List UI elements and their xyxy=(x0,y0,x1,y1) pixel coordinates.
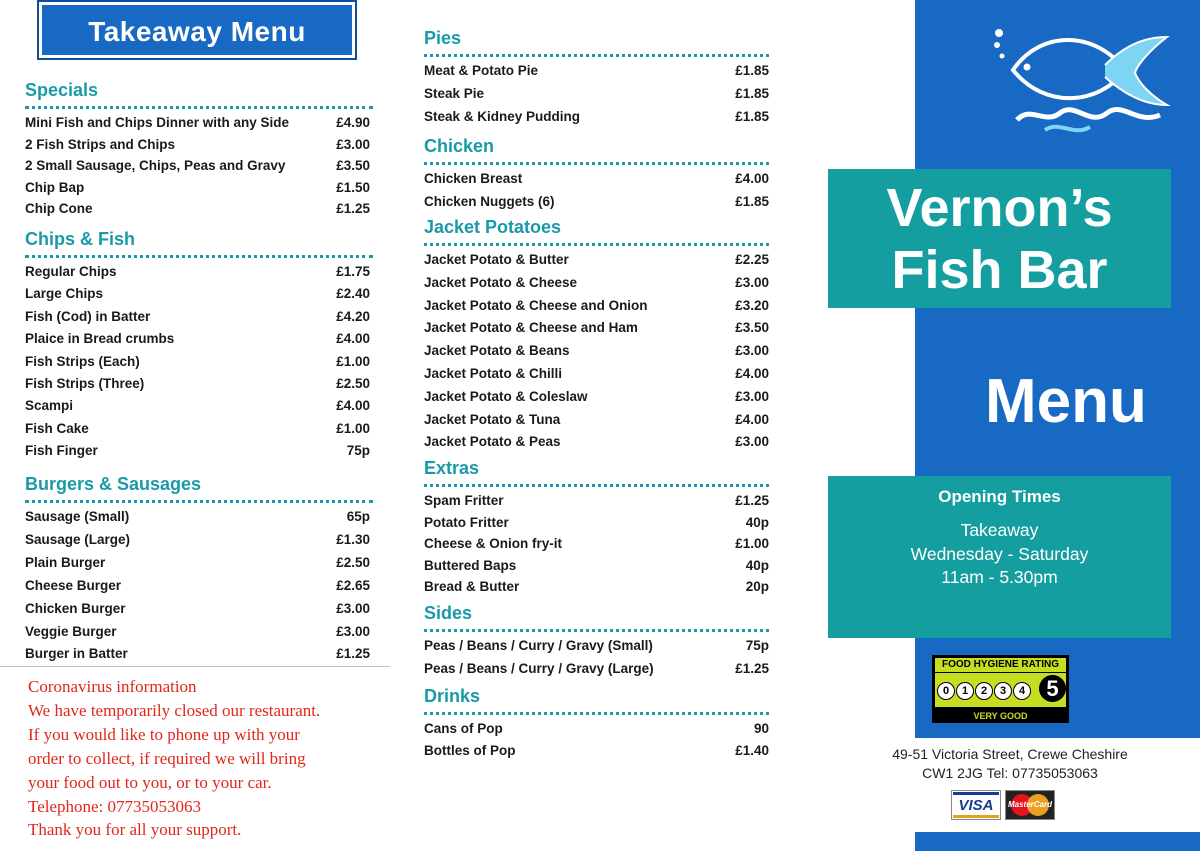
hygiene-score-1: 1 xyxy=(956,682,974,700)
section-heading: Sides xyxy=(424,603,473,623)
menu-item-name: Sausage (Large) xyxy=(25,531,131,547)
menu-item-name: Veggie Burger xyxy=(25,623,117,639)
section-divider xyxy=(25,500,373,503)
menu-item-price: £3.00 xyxy=(735,434,769,450)
menu-item-price: £2.50 xyxy=(336,554,370,570)
menu-item-name: Cheese & Onion fry-it xyxy=(424,536,563,551)
menu-item-price: £1.25 xyxy=(735,661,769,676)
menu-item-name: Cheese Burger xyxy=(25,577,122,593)
menu-item-name: Peas / Beans / Curry / Gravy (Large) xyxy=(424,661,654,676)
hygiene-score-2: 2 xyxy=(975,682,993,700)
menu-item-name: Chicken Breast xyxy=(424,171,523,186)
menu-item-name: Spam Fritter xyxy=(424,493,504,508)
menu-item-name: Large Chips xyxy=(25,286,104,302)
menu-item-name: Chip Bap xyxy=(25,179,85,195)
menu-item-price: £1.85 xyxy=(735,194,769,209)
menu-title: Takeaway Menu xyxy=(88,16,306,47)
hygiene-score-4: 4 xyxy=(1013,682,1031,700)
menu-item-name: Fish Finger xyxy=(25,443,98,459)
menu-item-name: Jacket Potato & Beans xyxy=(424,343,570,359)
menu-item-name: 2 Fish Strips and Chips xyxy=(25,136,176,152)
menu-item-price: £4.20 xyxy=(336,308,370,324)
menu-item-name: Jacket Potato & Tuna xyxy=(424,411,561,427)
menu-item-price: 65p xyxy=(346,509,370,524)
opening-days: Wednesday - Saturday xyxy=(910,544,1089,564)
section-divider xyxy=(424,54,769,57)
menu-item-price: 40p xyxy=(745,514,769,530)
menu-item-price: £3.00 xyxy=(336,136,370,152)
menu-item-price: £4.00 xyxy=(735,411,769,427)
section-divider xyxy=(424,162,769,165)
menu-item-name: Fish Strips (Three) xyxy=(25,376,145,391)
visa-card-icon xyxy=(951,790,1001,820)
opening-times-title: Opening Times xyxy=(938,487,1061,506)
notice-line: order to collect, if required we will bring xyxy=(28,748,306,768)
address-line1: 49-51 Victoria Street, Crewe Cheshire xyxy=(892,746,1128,762)
hygiene-scale xyxy=(935,673,1066,707)
menu-item-name: Jacket Potato & Cheese and Onion xyxy=(424,297,648,313)
menu-item-price: £3.00 xyxy=(735,274,769,290)
shop-name-box xyxy=(828,169,1171,308)
menu-item-name: Steak Pie xyxy=(424,85,485,101)
opening-hours: 11am - 5.30pm xyxy=(941,567,1058,587)
notice-line: We have temporarily closed our restaurant. xyxy=(28,700,321,720)
section-divider xyxy=(424,712,769,715)
menu-item-name: Potato Fritter xyxy=(424,514,509,530)
menu-item-price: 40p xyxy=(745,557,769,573)
notice-line: Telephone: 07735053063 xyxy=(28,796,202,816)
opening-service: Takeaway xyxy=(960,520,1039,540)
menu-item-price: £3.00 xyxy=(735,388,769,404)
menu-item-name: Chip Cone xyxy=(25,201,93,216)
hygiene-score-3: 3 xyxy=(994,682,1012,700)
menu-item-name: Steak & Kidney Pudding xyxy=(424,108,581,124)
hygiene-label: FOOD HYGIENE RATING xyxy=(935,658,1066,672)
address-line2: CW1 2JG Tel: 07735053063 xyxy=(922,765,1098,781)
menu-item-name: Chicken Burger xyxy=(25,600,126,616)
menu-item-price: £2.40 xyxy=(336,286,370,302)
menu-item-name: Chicken Nuggets (6) xyxy=(424,194,555,209)
menu-item-price: 75p xyxy=(745,638,769,653)
section-heading: Chicken xyxy=(424,136,495,156)
menu-item-price: £1.85 xyxy=(735,108,769,124)
notice-line: Thank you for all your support. xyxy=(28,820,242,840)
section-divider xyxy=(25,106,373,109)
menu-item-price: £1.00 xyxy=(336,420,370,436)
brand-panel-footer-strip xyxy=(915,832,1200,851)
menu-item-price: £2.65 xyxy=(336,577,370,593)
menu-item-name: Cans of Pop xyxy=(424,721,503,736)
section-heading: Specials xyxy=(25,80,99,100)
menu-item-price: £4.00 xyxy=(735,366,769,381)
menu-item-price: £1.40 xyxy=(735,743,769,758)
menu-item-price: £1.50 xyxy=(336,179,370,195)
hygiene-rating-value: 5 xyxy=(1039,675,1066,702)
menu-item-price: £1.85 xyxy=(735,63,769,78)
menu-item-price: £3.50 xyxy=(336,158,370,173)
menu-item-price: 75p xyxy=(346,443,370,459)
menu-item-price: £1.75 xyxy=(336,264,370,279)
menu-item-name: Jacket Potato & Cheese xyxy=(424,274,578,290)
menu-item-price: £1.25 xyxy=(336,201,370,216)
menu-item-price: £1.25 xyxy=(336,646,370,662)
menu-item-name: Bread & Butter xyxy=(424,579,520,594)
menu-item-name: Burger in Batter xyxy=(25,646,128,662)
section-heading: Extras xyxy=(424,458,480,478)
section-heading: Chips & Fish xyxy=(25,229,136,249)
menu-item-price: £4.00 xyxy=(336,398,370,414)
shop-name-line2: Fish Bar xyxy=(891,240,1108,300)
menu-item-name: Scampi xyxy=(25,398,74,414)
divider xyxy=(0,666,390,667)
menu-item-name: Plaice in Bread crumbs xyxy=(25,331,175,347)
food-hygiene-rating-badge xyxy=(932,655,1069,723)
menu-item-name: Jacket Potato & Coleslaw xyxy=(424,388,588,404)
coronavirus-notice xyxy=(28,675,388,842)
menu-item-price: £1.85 xyxy=(735,85,769,101)
menu-item-name: Regular Chips xyxy=(25,264,117,279)
menu-item-name: 2 Small Sausage, Chips, Peas and Gravy xyxy=(25,158,286,173)
menu-item-name: Sausage (Small) xyxy=(25,509,130,524)
menu-item-price: £1.00 xyxy=(336,353,370,369)
section-divider xyxy=(424,243,769,246)
menu-heading: Menu xyxy=(985,367,1147,436)
notice-line: If you would like to phone up with your xyxy=(28,724,300,744)
menu-item-name: Bottles of Pop xyxy=(424,743,516,758)
menu-item-price: £3.20 xyxy=(735,297,769,313)
menu-item-price: £4.90 xyxy=(336,115,370,130)
menu-item-price: £3.00 xyxy=(336,623,370,639)
menu-item-name: Fish Cake xyxy=(25,420,89,436)
notice-line: your food out to you, or to your car. xyxy=(28,772,272,792)
menu-item-name: Jacket Potato & Cheese and Ham xyxy=(424,320,638,336)
mastercard-icon xyxy=(1005,790,1055,820)
menu-item-price: £3.00 xyxy=(735,343,769,359)
shop-name-line1: Vernon’s xyxy=(886,178,1113,238)
notice-line: Coronavirus information xyxy=(28,677,197,696)
menu-item-name: Buttered Baps xyxy=(424,557,517,573)
mastercard-label: MasterCard xyxy=(1007,800,1052,809)
menu-item-price: 90 xyxy=(753,721,769,736)
opening-times-box xyxy=(828,476,1171,638)
section-divider xyxy=(424,629,769,632)
section-heading: Drinks xyxy=(424,686,481,706)
menu-item-price: £3.00 xyxy=(336,600,370,616)
menu-item-name: Jacket Potato & Chilli xyxy=(424,366,563,381)
menu-item-price: £2.50 xyxy=(336,376,370,391)
hygiene-score-0: 0 xyxy=(937,682,955,700)
section-heading: Pies xyxy=(424,28,462,48)
menu-title-banner xyxy=(37,0,357,60)
menu-item-name: Plain Burger xyxy=(25,554,106,570)
menu-item-price: £1.25 xyxy=(735,493,769,508)
menu-item-price: £1.00 xyxy=(735,536,769,551)
menu-item-price: £3.50 xyxy=(735,320,769,336)
menu-item-name: Peas / Beans / Curry / Gravy (Small) xyxy=(424,638,653,653)
section-heading: Jacket Potatoes xyxy=(424,217,562,237)
menu-item-price: £1.30 xyxy=(336,531,370,547)
menu-item-name: Mini Fish and Chips Dinner with any Side xyxy=(25,115,290,130)
hygiene-caption: VERY GOOD xyxy=(973,711,1028,721)
menu-item-price: 20p xyxy=(745,579,769,594)
section-divider xyxy=(424,484,769,487)
visa-label: VISA xyxy=(958,797,994,814)
section-heading: Burgers & Sausages xyxy=(25,474,202,494)
fish-logo-icon xyxy=(985,25,1175,140)
menu-item-name: Jacket Potato & Peas xyxy=(424,434,561,450)
menu-item-price: £4.00 xyxy=(336,331,370,347)
menu-item-name: Fish Strips (Each) xyxy=(25,353,140,369)
menu-item-price: £2.25 xyxy=(735,252,769,267)
menu-item-name: Fish (Cod) in Batter xyxy=(25,308,151,324)
section-divider xyxy=(25,255,373,258)
menu-item-name: Meat & Potato Pie xyxy=(424,63,539,78)
menu-item-price: £4.00 xyxy=(735,171,769,186)
menu-item-name: Jacket Potato & Butter xyxy=(424,252,569,267)
